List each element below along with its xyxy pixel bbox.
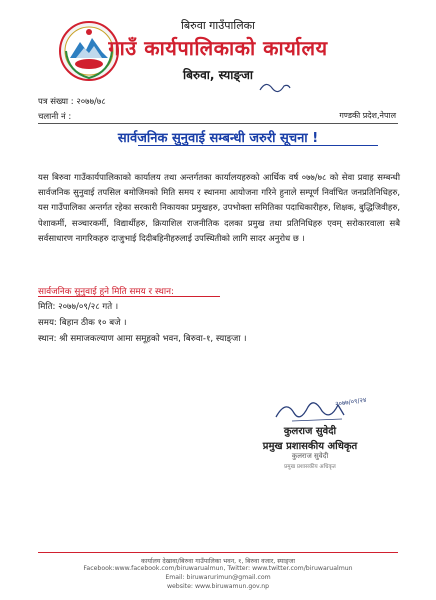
- schedule-place: स्थान: श्री समाजकल्याण आमा समूहको भवन, बिरुवा-१, स्याङ्जा ।: [38, 334, 247, 344]
- signature-mark-icon: [258, 78, 292, 96]
- office-address: बिरुवा, स्याङ्जा: [182, 68, 254, 82]
- schedule-heading-underline: [38, 296, 220, 297]
- header-divider: [38, 123, 398, 124]
- notice-body: यस बिरुवा गाउँकार्यपालिकाको कार्यालय तथा अन्तर्गतका कार्यालयहरुको आर्थिक वर्ष ०७७/७८ को सेवा प्रवाह सम्बन्धी सार्वजनिक सुनुवाई तपसिल बमोजिमको मिति समय र स्थानमा आयोजना गरिने हुनाले सम्पूर्ण निर्वाचित जनप्रतिनिधिहरु, यस गाउँपालिका अन्तर्गत रहेका सरकारी निकायका प्रमुखहरु, उपभोक्ता समितिका पदाधिकारीहरु, शिक्षक, बुद्धिजिवीहरु, पेशाकर्मी, सञ्चारकर्मी, विद्यार्थीहरु, क्रियाशिल राजनीतिक दलका प्रमुख तथा प्रतिनिधिहरु एवम् सरोकारवाला सबै सर्वसाधारण नागरिकहरु दाजुभाई दिदीबहिनीहरुलाई उपस्थितीको लागि सादर अनुरोध छ ।: [38, 172, 400, 243]
- notice-title: सार्वजनिक सुनुवाई सम्बन्धी जरुरी सूचना !: [117, 131, 319, 146]
- dispatch-number: चलानी नं :: [38, 112, 72, 122]
- footer-email: Email: biruwarurimun@gmail.com: [165, 574, 271, 581]
- footer-social: Facebook:www.facebook.com/biruwarualmun, Twitter: www.twitter.com/biruwarualmun: [83, 565, 353, 572]
- notice-title-underline: [138, 145, 378, 146]
- footer-address: कार्यालय देखावा/बिरुवा गाउँपालिका भवन, १, बिरुवा वजार, स्याङ्जा: [141, 558, 295, 565]
- footer-website: website: www.biruwamun.gov.np: [166, 583, 270, 590]
- province-label: गण्डकी प्रदेश,नेपाल: [339, 111, 396, 120]
- signature-date: २०७७/०९/२४: [334, 395, 367, 409]
- stamp-subtitle: प्रमुख प्रशासकीय अधिकृत: [284, 464, 336, 470]
- stamp-name: कुलराज सुवेदी: [291, 452, 329, 460]
- footer-divider: [38, 552, 398, 553]
- letter-number: पत्र संख्या : २०७७/७८: [38, 97, 106, 107]
- office-title: गाउँ कार्यपालिकाको कार्यालय: [108, 36, 328, 60]
- municipality-name: बिरुवा गाउँपालिका: [181, 19, 255, 32]
- schedule-date: मिति: २०७७/०९/२८ गते ।: [38, 302, 119, 312]
- signatory-name: कुलराज सुवेदी: [283, 426, 337, 437]
- schedule-time: समय: बिहान ठीक १० बजे ।: [38, 318, 127, 328]
- schedule-heading: सार्वजनिक सुनुवाई हुने मिति समय र स्थान:: [38, 287, 174, 297]
- signatory-title: प्रमुख प्रशासकीय अधिकृत: [262, 441, 358, 452]
